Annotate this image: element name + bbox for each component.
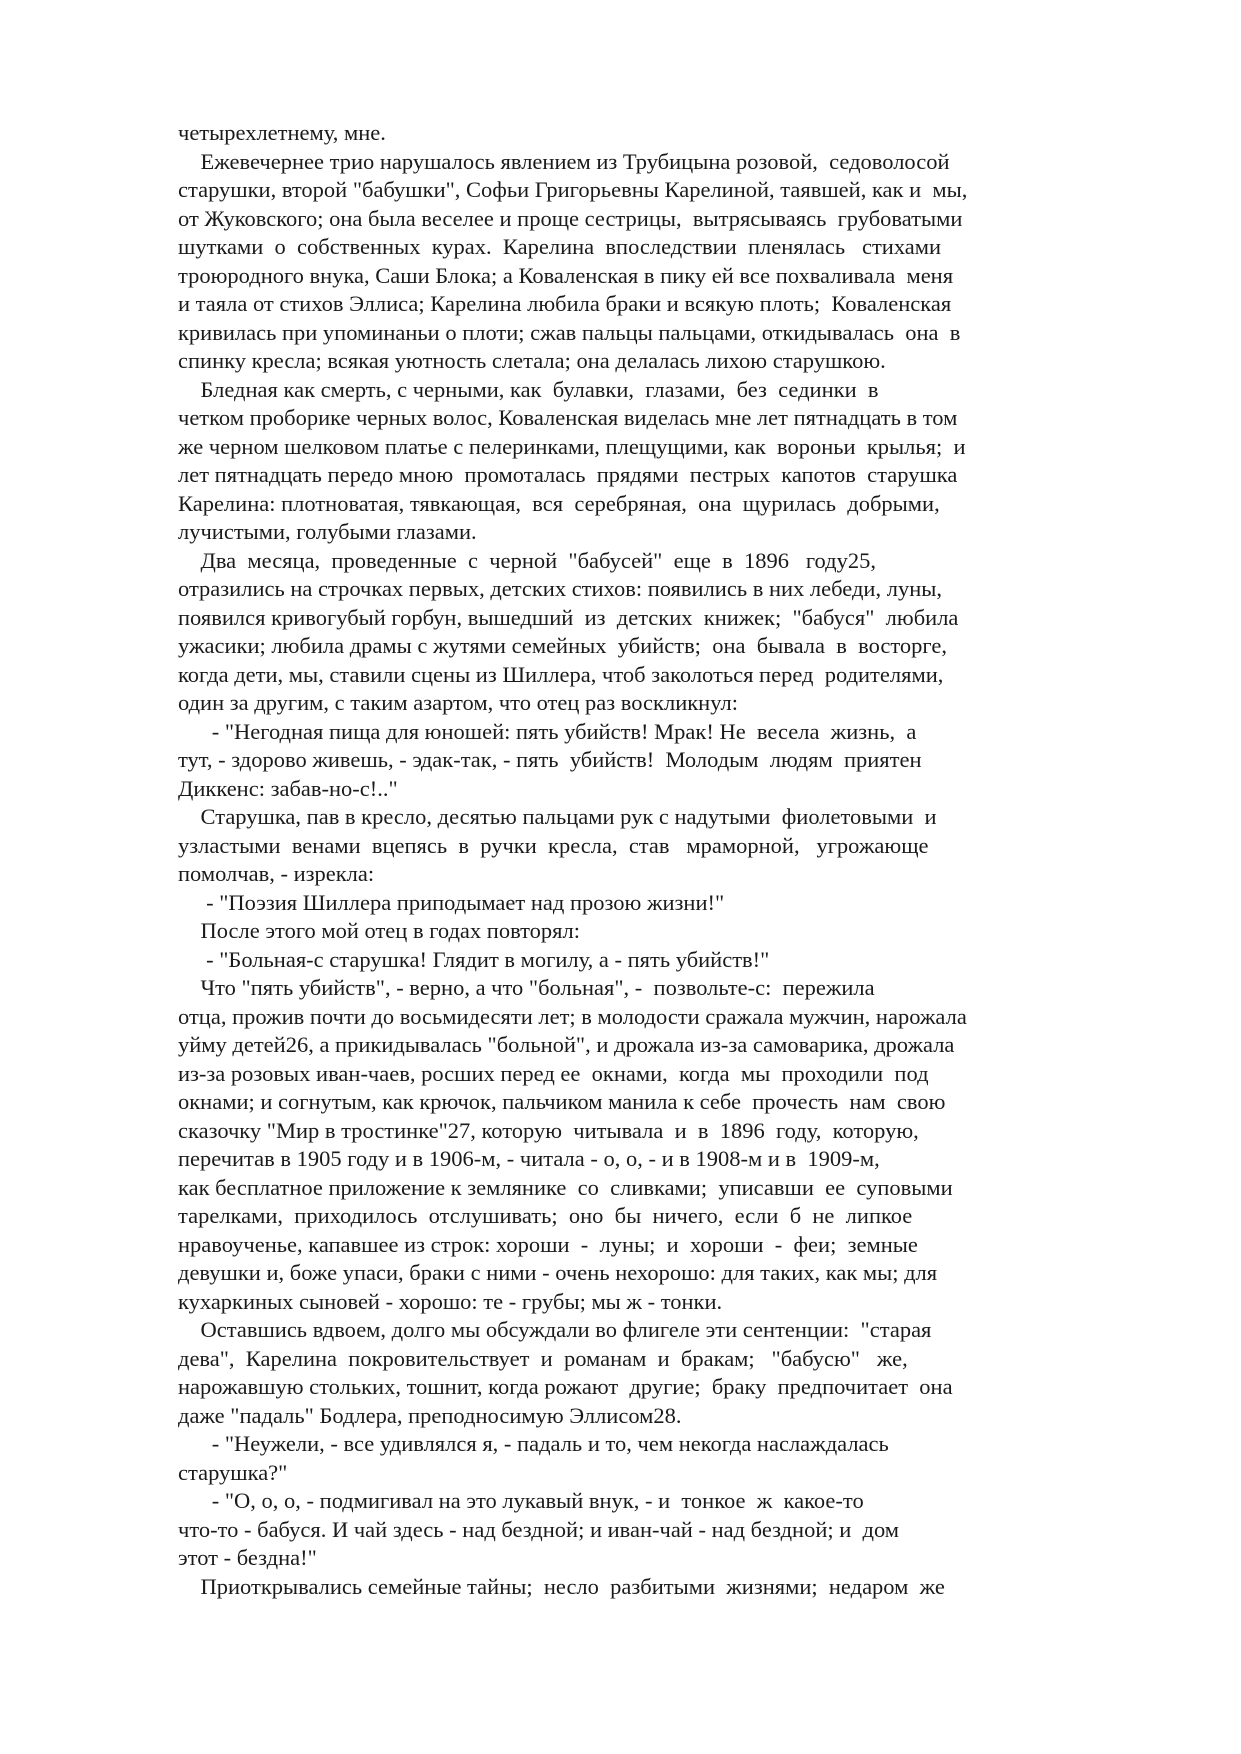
text-line: нарожавшую стольких, тошнит, когда рожают другие; браку предпочитает она (178, 1374, 953, 1399)
text-line: шутками о собственных курах. Карелина впоследствии пленялась стихами (178, 234, 942, 259)
text-line: перечитав в 1905 году и в 1906-м, - читала - о, о, - и в 1908-м и в 1909-м, (178, 1146, 880, 1171)
text-line: отца, прожив почти до восьмидесяти лет; в молодости сражала мужчин, нарожала (178, 1003, 967, 1029)
text-line: помолчав, - изрекла: (178, 861, 375, 886)
text-line: девушки и, боже упаси, браки с ними - очень нехорошо: для таких, как мы; для (178, 1260, 938, 1285)
text-line: кривилась при упоминаньи о плоти; сжав пальцы пальцами, откидывалась она в (178, 319, 961, 345)
text-line: четком проборике черных волос, Коваленская виделась мне лет пятнадцать в том (178, 405, 958, 430)
text-line: Два месяца, проведенные с черной "бабусей" еще в 1896 году25, (178, 547, 876, 573)
text-line: спинку кресла; всякая уютность слетала; она делалась лихою старушкою. (178, 348, 886, 373)
text-line: старушки, второй "бабушки", Софьи Григорьевны Карелиной, таявшей, как и мы, (178, 177, 968, 202)
text-line: дева", Карелина покровительствует и романам и бракам; "бабусю" же, (178, 1345, 908, 1371)
text-line: Старушка, пав в кресло, десятью пальцами рук с надутыми фиолетовыми и (178, 804, 937, 829)
text-line: старушка?" (178, 1459, 288, 1485)
text-line: После этого мой отец в годах повторял: (178, 918, 581, 943)
text-line: Ежевечернее трио нарушалось явлением из Трубицына розовой, седоволосой (178, 148, 950, 174)
text-line: Диккенс: забав-но-с!.." (178, 775, 398, 801)
text-line: - "Неужели, - все удивлялся я, - падаль и то, чем некогда наслаждалась (178, 1431, 889, 1456)
text-line: что-то - бабуся. И чай здесь - над бездной; и иван-чай - над бездной; и дом (178, 1516, 900, 1542)
text-line: же черном шелковом платье с пелеринками, плещущими, как вороньи крылья; и (178, 433, 966, 459)
text-line: лучистыми, голубыми глазами. (178, 519, 477, 544)
text-line: Приоткрывались семейные тайны; несло разбитыми жизнями; недаром же (178, 1573, 945, 1599)
document-text-body (178, 119, 1078, 1601)
text-line: уйму детей26, а прикидывалась "больной", и дрожала из-за самоварика, дрожала (178, 1032, 955, 1057)
text-line: Карелина: плотноватая, тявкающая, вся серебряная, она щурилась добрыми, (178, 490, 940, 516)
text-line: лет пятнадцать передо мною промоталась прядями пестрых капотов старушка (178, 462, 958, 487)
text-line: из-за розовых иван-чаев, росших перед ее окнами, когда мы проходили под (178, 1060, 929, 1086)
text-line: как бесплатное приложение к землянике со сливками; уписавши ее суповыми (178, 1174, 953, 1200)
text-line: окнами; и согнутым, как крючок, пальчиком манила к себе прочесть нам свою (178, 1089, 946, 1114)
text-line: тарелками, приходилось отслушивать; оно бы ничего, если б не липкое (178, 1203, 913, 1228)
text-line: кухаркиных сыновей - хорошо: те - грубы; мы ж - тонки. (178, 1288, 723, 1314)
text-line: - "Поэзия Шиллера приподымает над прозою жизни!" (178, 889, 725, 915)
text-line: троюродного внука, Саши Блока; а Коваленская в пику ей все похваливала меня (178, 262, 954, 288)
text-line: нравоученье, капавшее из строк: хороши - луны; и хороши - феи; земные (178, 1231, 918, 1257)
text-line: когда дети, мы, ставили сцены из Шиллера, чтоб заколоться перед родителями, (178, 661, 944, 687)
text-line: Бледная как смерть, с черными, как булавки, глазами, без сединки в (178, 376, 879, 402)
text-line: Оставшись вдвоем, долго мы обсуждали во флигеле эти сентенции: "старая (178, 1317, 932, 1342)
text-line: даже "падаль" Бодлера, преподносимую Эллисом28. (178, 1402, 682, 1428)
text-line: сказочку "Мир в тростинке"27, которую читывала и в 1896 году, которую, (178, 1117, 919, 1143)
text-line: - "Больная-с старушка! Глядит в могилу, а - пять убийств!" (178, 946, 770, 972)
text-line: появился кривогубый горбун, вышедший из детских книжек; "бабуся" любила (178, 604, 959, 630)
text-line: узластыми венами вцепясь в ручки кресла, став мраморной, угрожающе (178, 832, 929, 858)
text-line: один за другим, с таким азартом, что отец раз воскликнул: (178, 690, 738, 715)
text-line: от Жуковского; она была веселее и проще сестрицы, вытрясываясь грубоватыми (178, 205, 963, 231)
text-line: ужасики; любила драмы с жутями семейных убийств; она бывала в восторге, (178, 633, 947, 658)
text-line: тут, - здорово живешь, - эдак-так, - пять убийств! Молодым людям приятен (178, 747, 922, 772)
text-line: - "Негодная пища для юношей: пять убийств! Мрак! Не весела жизнь, а (178, 718, 917, 744)
text-line: этот - бездна!" (178, 1545, 317, 1570)
text-line: - "О, о, о, - подмигивал на это лукавый внук, - и тонкое ж какое-то (178, 1488, 864, 1513)
text-line: четырехлетнему, мне. (178, 120, 386, 145)
text-line: Что "пять убийств", - верно, а что "больная", - позвольте-с: пережила (178, 975, 875, 1000)
text-line: отразились на строчках первых, детских стихов: появились в них лебеди, луны, (178, 576, 942, 601)
text-line: и таяла от стихов Эллиса; Карелина любила браки и всякую плоть; Коваленская (178, 291, 952, 316)
